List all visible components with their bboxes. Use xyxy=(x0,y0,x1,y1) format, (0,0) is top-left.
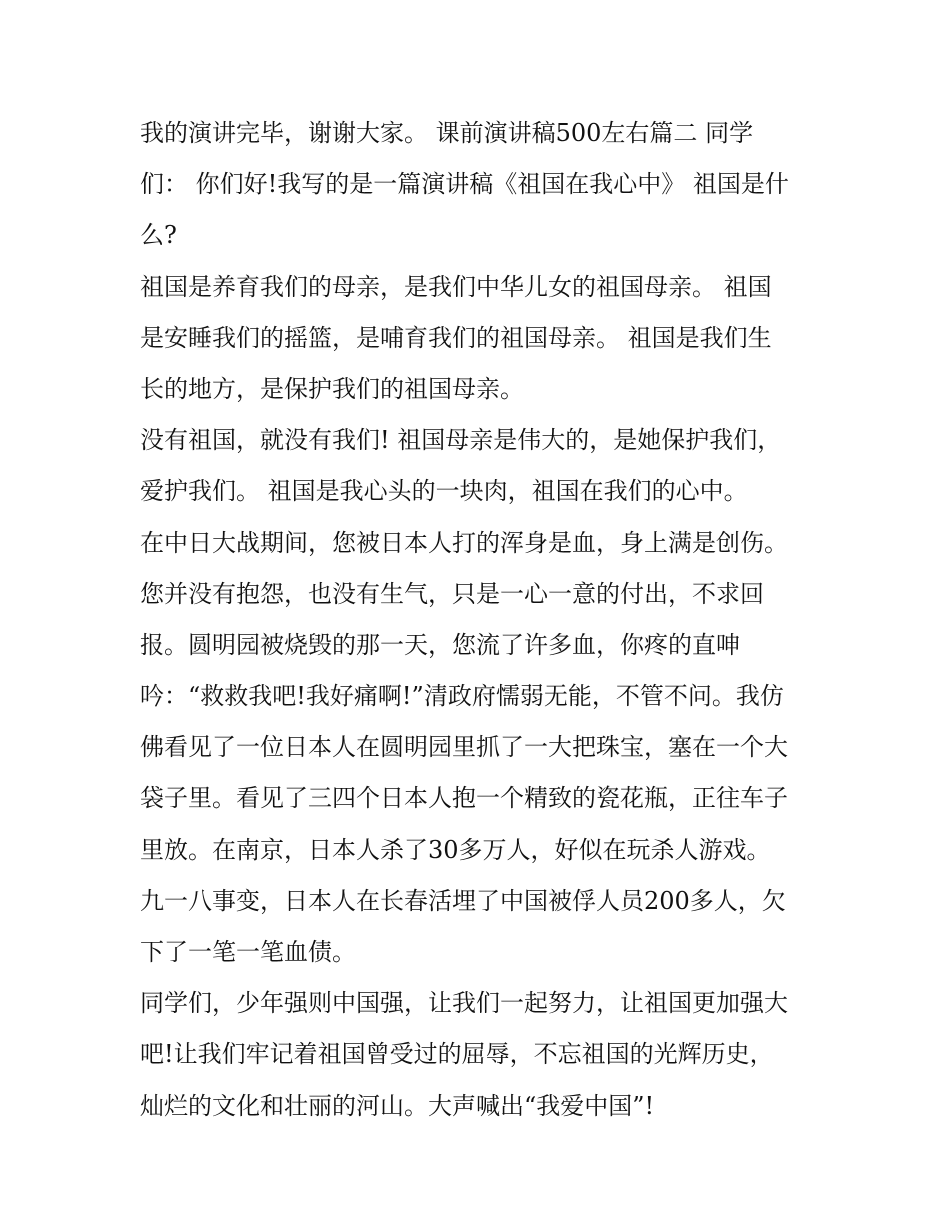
text-line: 没有祖国，就没有我们! 祖国母亲是伟大的，是她保护我们， xyxy=(140,426,782,455)
text-line: 祖国是养育我们的母亲，是我们中华儿女的祖国母亲。 祖国 xyxy=(140,272,772,301)
text-line: 灿烂的文化和壮丽的河山。大声喊出“我爱中国”! xyxy=(140,1091,655,1120)
text-line: 在中日大战期间，您被日本人打的浑身是血，身上满是创伤。 xyxy=(140,528,788,557)
text-line: 吧!让我们牢记着祖国曾受过的屈辱，不忘祖国的光辉历史， xyxy=(140,1040,774,1069)
text-line: 同学们，少年强则中国强，让我们一起努力，让祖国更加强大 xyxy=(140,989,788,1018)
text-line: 们： 你们好!我写的是一篇演讲稿《祖国在我心中》 祖国是什 xyxy=(140,170,789,199)
text-line: 长的地方，是保护我们的祖国母亲。 xyxy=(140,374,524,403)
text-line: 袋子里。看见了三四个日本人抱一个精致的瓷花瓶，正往车子 xyxy=(140,784,788,813)
text-line: 报。圆明园被烧毁的那一天，您流了许多血，你疼的直呻 xyxy=(140,630,740,659)
document-body xyxy=(140,108,820,1132)
text-line: 下了一笔一笔血债。 xyxy=(140,938,356,966)
text-line: 九一八事变，日本人在长春活埋了中国被俘人员200多人，欠 xyxy=(140,886,786,915)
text-line: 爱护我们。 祖国是我心头的一块肉，祖国在我们的心中。 xyxy=(140,477,748,506)
text-line: 是安睡我们的摇篮，是哺育我们的祖国母亲。 祖国是我们生 xyxy=(140,323,772,352)
text-line: 里放。在南京，日本人杀了30多万人，好似在玩杀人游戏。 xyxy=(140,835,771,864)
text-line: 吟：“救救我吧!我好痛啊!”清政府懦弱无能，不管不问。我仿 xyxy=(140,682,784,711)
text-line: 么? xyxy=(140,221,177,250)
text-line: 佛看见了一位日本人在圆明园里抓了一大把珠宝，塞在一个大 xyxy=(140,733,788,762)
text-line: 我的演讲完毕，谢谢大家。 课前演讲稿500左右篇二 同学 xyxy=(140,119,754,147)
text-line: 您并没有抱怨，也没有生气，只是一心一意的付出，不求回 xyxy=(140,579,764,608)
